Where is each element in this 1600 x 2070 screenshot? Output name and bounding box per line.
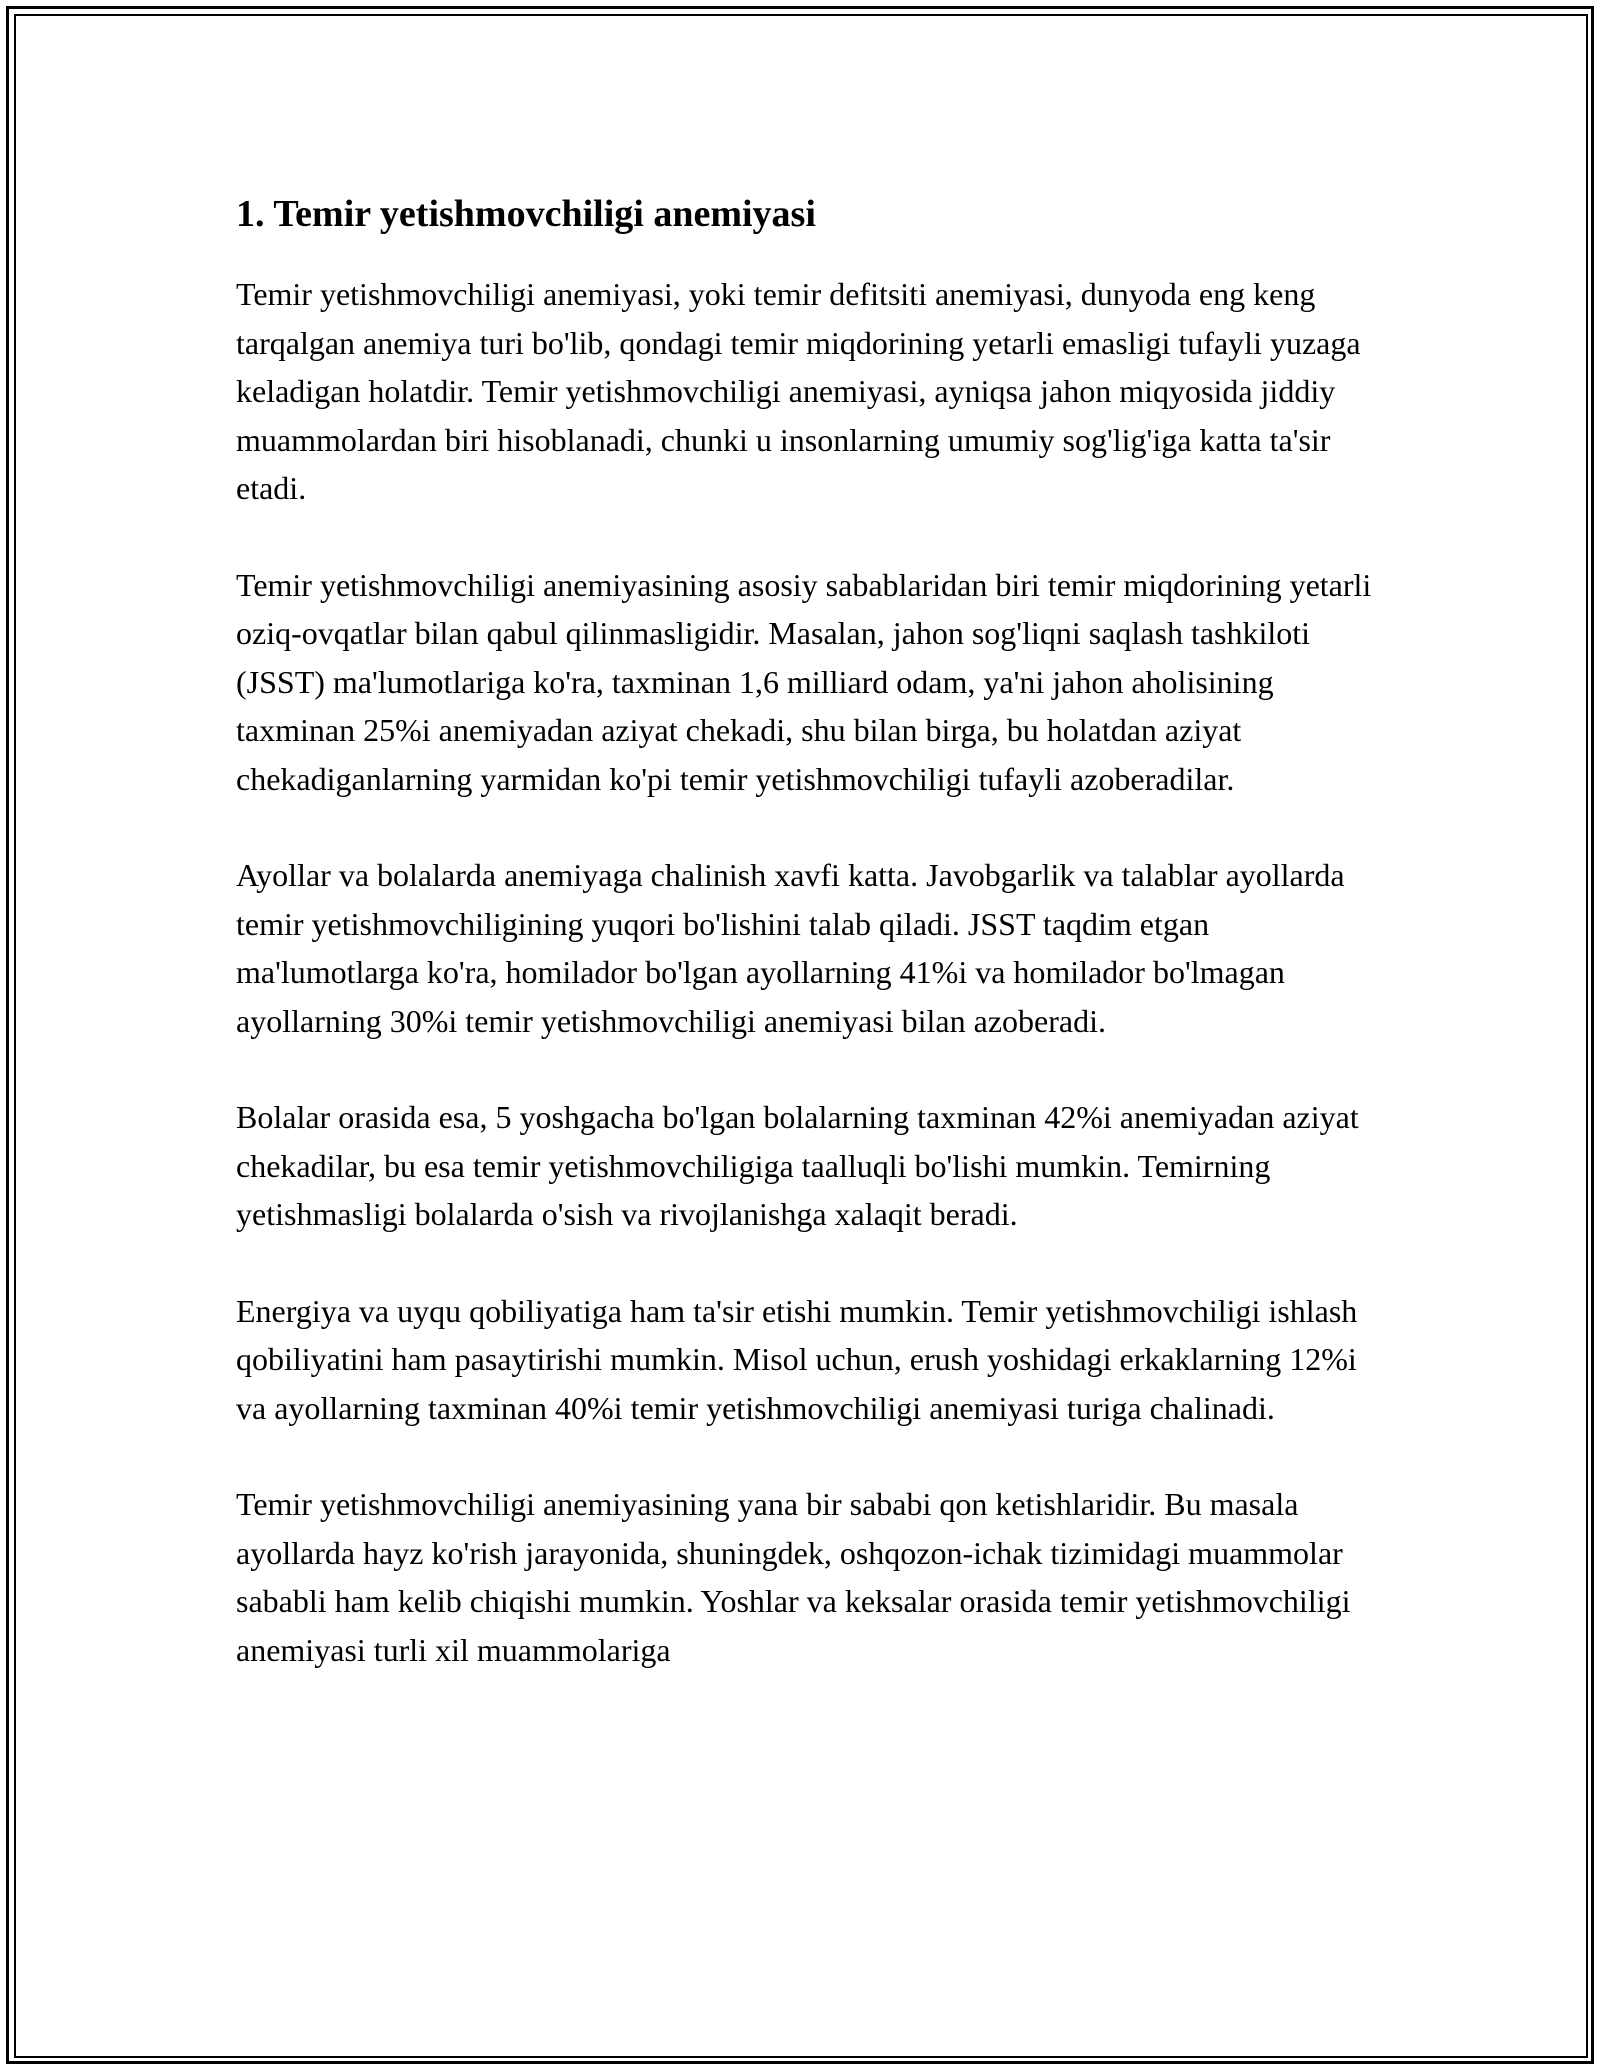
section-heading: 1. Temir yetishmovchiligi anemiyasi	[236, 193, 816, 235]
paragraph-5: Energiya va uyqu qobiliyatiga ham ta'sir etishi mumkin. Temir yetishmovchiligi ishlash qobiliyatini ham pasaytirishi mumkin. Misol uchun, erush yoshidagi erkaklarning 12%i va ayollarning taxminan 40%i temir yetishmovchiligi anemiyasi turiga chalinadi.	[236, 1292, 1358, 1426]
paragraph-6: Temir yetishmovchiligi anemiyasining yana bir sababi qon ketishlaridir. Bu masala ayollarda hayz ko'rish jarayonida, shuningdek, oshqozon-ichak tizimidagi muammolar sababli ham kelib chiqishi mumkin. Yoshlar va keksalar orasida temir yetishmovchiligi anemiyasi turli xil muammolariga	[236, 1486, 1351, 1668]
paragraph-2: Temir yetishmovchiligi anemiyasining asosiy sabablaridan biri temir miqdorining yetarli oziq-ovqatlar bilan qabul qilinmasligidir. Masalan, jahon sog'liqni saqlash tashkiloti (JSST) ma'lumotlariga ko'ra, taxminan 1,6 milliard odam, ya'ni jahon aholisining taxminan 25%i anemiyadan aziyat chekadi, shu bilan birga, bu holatdan aziyat chekadiganlarning yarmidan ko'pi temir yetishmovchiligi tufayli azoberadilar.	[236, 566, 1372, 797]
paragraph-4: Bolalar orasida esa, 5 yoshgacha bo'lgan bolalarning taxminan 42%i anemiyadan aziyat chekadilar, bu esa temir yetishmovchiligiga taalluqli bo'lishi mumkin. Temirning yetishmasligi bolalarda o'sish va rivojlanishga xalaqit beradi.	[236, 1099, 1359, 1232]
paragraph-1: Temir yetishmovchiligi anemiyasi, yoki temir defitsiti anemiyasi, dunyoda eng keng tarqalgan anemiya turi bo'lib, qondagi temir miqdorining yetarli emasligi tufayli yuzaga keladigan holatdir. Temir yetishmovchiligi anemiyasi, ayniqsa jahon miqyosida jiddiy muammolardan biri hisoblanadi, chunki u insonlarning umumiy sog'lig'iga katta ta'sir etadi.	[236, 276, 1361, 506]
paragraph-3: Ayollar va bolalarda anemiyaga chalinish xavfi katta. Javobgarlik va talablar ayollarda temir yetishmovchiligining yuqori bo'lishini talab qiladi. JSST taqdim etgan ma'lumotlarga ko'ra, homilador bo'lgan ayollarning 41%i va homilador bo'lmagan ayollarning 30%i temir yetishmovchiligi anemiyasi bilan azoberadi.	[236, 857, 1345, 1039]
document-body	[236, 190, 1376, 1722]
